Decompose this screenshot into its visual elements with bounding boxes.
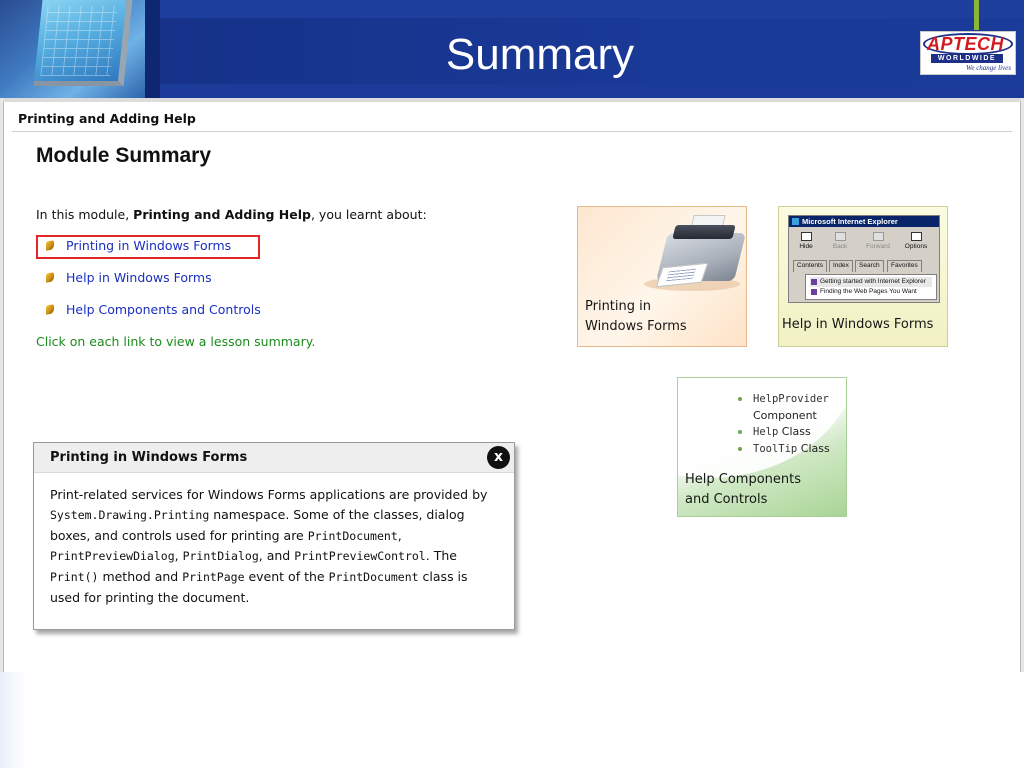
popup-header <box>34 443 514 473</box>
body-text: , <box>397 527 402 543</box>
ie-tool-label: Forward <box>866 243 890 250</box>
ie-title: Microsoft Internet Explorer <box>802 217 898 226</box>
thumbnail-label: Help in Windows Forms <box>782 317 934 332</box>
ie-topic: Getting started with Internet Explorer <box>810 277 932 287</box>
body-text: , and <box>258 548 295 564</box>
component-item <box>736 424 830 441</box>
thumbnail-label: Help Components and Controls <box>685 472 802 507</box>
module-summary-heading: Module Summary <box>36 144 212 167</box>
code-term: PrintPreviewDialog <box>50 549 175 564</box>
link-printing-in-windows-forms[interactable] <box>46 238 231 253</box>
link-help-components-and-controls[interactable] <box>46 302 261 317</box>
ie-tool-label: Back <box>832 243 848 250</box>
link-label: Help in Windows Forms <box>66 270 212 285</box>
component-item <box>736 391 830 408</box>
code-term: Print() <box>50 570 99 585</box>
ie-tab-contents: Contents <box>793 260 827 272</box>
printer-top <box>672 225 735 239</box>
popup-title: Printing in Windows Forms <box>50 450 248 465</box>
header-divider <box>145 0 160 98</box>
body-text: Print-related services for Windows Forms applications are provided by <box>50 487 488 502</box>
lesson-summary-popup <box>33 442 515 630</box>
intro-suffix: , you learnt about: <box>310 207 427 222</box>
ie-tool-forward <box>863 232 893 250</box>
component-code: HelpProvider <box>753 393 829 405</box>
aptech-logo <box>920 31 1016 75</box>
slide-bottom-area <box>0 672 1024 768</box>
link-help-in-windows-forms[interactable] <box>46 270 212 285</box>
code-term: PrintDocument <box>328 570 419 585</box>
code-term: PrintDialog <box>182 549 259 564</box>
logo-name: APTECH <box>927 34 1005 54</box>
ie-titlebar <box>789 216 939 227</box>
forward-icon <box>873 232 884 241</box>
thumbnail-help-in-windows-forms[interactable] <box>778 206 948 347</box>
body-text: event of the <box>244 569 329 585</box>
ie-topic-list <box>805 274 937 300</box>
instruction-hint: Click on each link to view a lesson summary. <box>36 334 316 349</box>
module-name: Printing and Adding Help <box>18 111 196 126</box>
link-label: Printing in Windows Forms <box>66 238 232 253</box>
body-text: . The <box>425 548 457 564</box>
component-text: Class <box>778 425 811 438</box>
intro-module-name: Printing and Adding Help <box>133 207 311 222</box>
component-code: ToolTip <box>753 442 798 455</box>
ie-tool-label: Options <box>904 243 928 250</box>
code-term: PrintPreviewControl <box>294 549 426 564</box>
ie-window-icon <box>792 218 799 225</box>
ie-tab-favorites: Favorites <box>887 260 922 272</box>
link-label: Help Components and Controls <box>66 302 261 317</box>
ie-tool-options <box>901 232 931 250</box>
thumbnail-help-components-and-controls[interactable] <box>677 377 847 517</box>
thumbnail-label: Printing in Windows Forms <box>585 299 687 334</box>
ie-tool-hide <box>791 232 821 250</box>
back-icon <box>835 232 846 241</box>
decorative-green-line <box>974 0 979 30</box>
code-term: PrintPage <box>182 570 245 585</box>
code-term: PrintDocument <box>307 528 398 543</box>
ie-tab-index: Index <box>829 260 853 272</box>
monitor-graphic <box>0 0 145 98</box>
ie-tabs <box>793 260 935 272</box>
component-text: Class <box>797 441 830 455</box>
bullet-icon <box>46 240 54 251</box>
ie-topic: Finding the Web Pages You Want <box>810 287 932 297</box>
bullet-icon <box>46 304 54 315</box>
popup-body <box>50 485 496 608</box>
bullet-icon <box>46 272 54 283</box>
intro-prefix: In this module, <box>36 207 134 222</box>
component-code: Help <box>753 426 779 438</box>
body-text: class is used for printing the document. <box>50 569 468 605</box>
ie-help-window-image <box>788 215 940 303</box>
slide-header <box>0 0 1024 98</box>
ie-toolbar <box>789 228 939 256</box>
body-text: , <box>174 548 183 564</box>
logo-sub: WORLDWIDE <box>931 54 1003 63</box>
options-icon <box>911 232 922 241</box>
ie-tool-label: Hide <box>799 243 813 250</box>
component-item <box>736 408 830 425</box>
frame-top-rule <box>3 98 1021 102</box>
code-term: System.Drawing.Printing <box>50 507 210 522</box>
intro-text <box>36 207 427 222</box>
header-band-bottom <box>160 84 1024 98</box>
slide-title: Summary <box>445 30 635 79</box>
monitor-grid-image <box>40 6 117 76</box>
ie-tool-back <box>825 232 855 250</box>
hide-icon <box>801 232 812 241</box>
body-text: namespace. Some of the classes, dialog boxes, and controls used for printing are <box>50 506 465 543</box>
header-band-top <box>160 0 1024 18</box>
component-item <box>736 441 830 458</box>
thumbnail-printing-in-windows-forms[interactable] <box>577 206 747 347</box>
close-icon[interactable]: x <box>487 446 510 469</box>
logo-tagline: We change lives <box>966 64 1011 72</box>
ie-tab-search: Search <box>855 260 884 272</box>
module-name-divider <box>12 131 1012 132</box>
component-list <box>736 391 830 457</box>
slide-bottom-left-decoration <box>0 672 26 768</box>
body-text: method and <box>98 569 183 585</box>
component-text: Component <box>753 408 817 422</box>
